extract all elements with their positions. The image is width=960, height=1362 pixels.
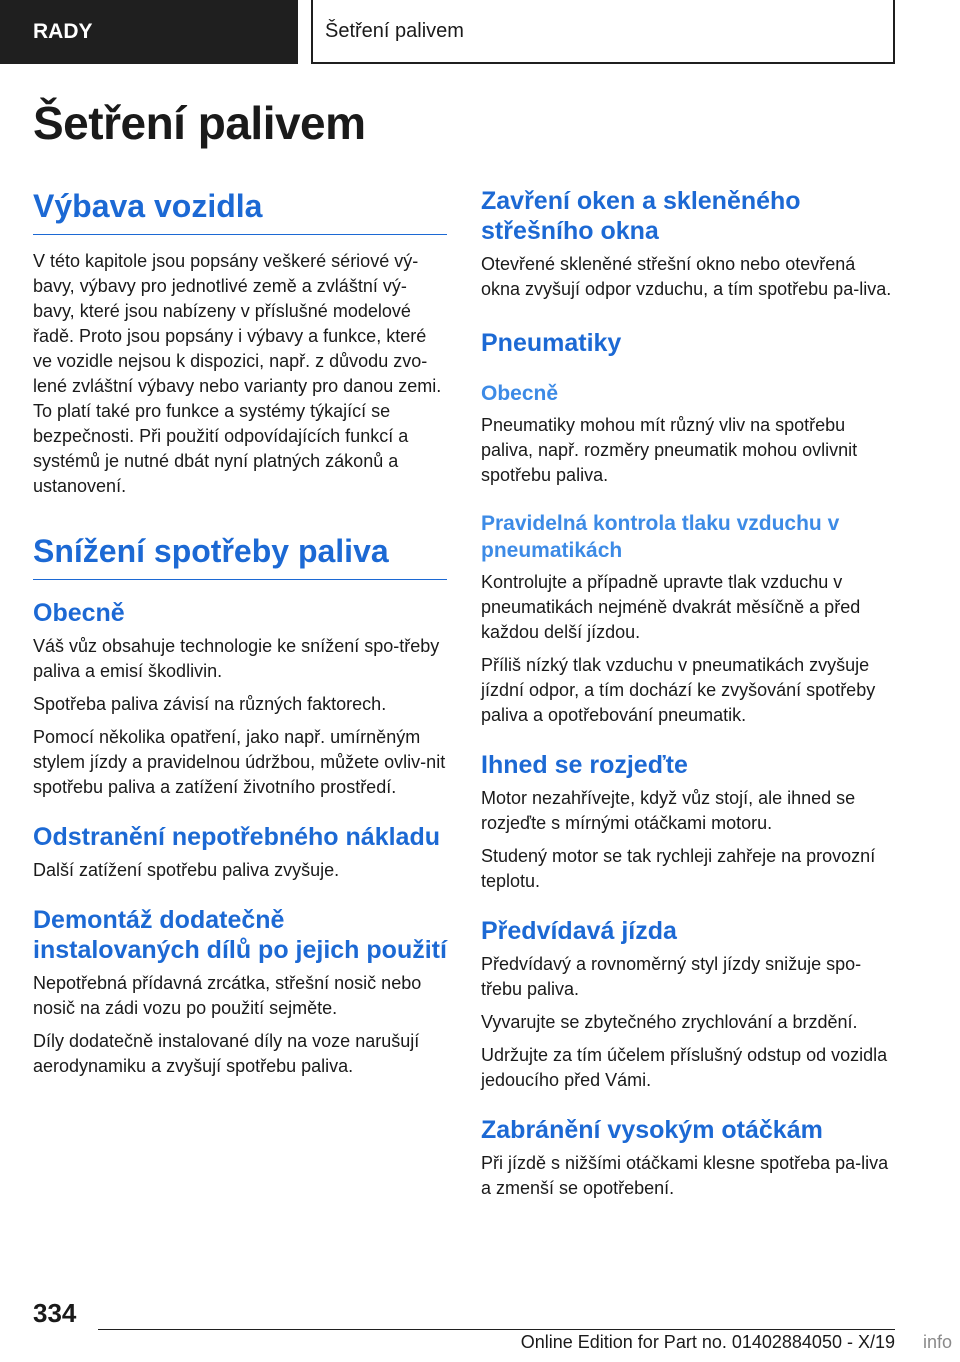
page-title: Šetření palivem bbox=[33, 97, 366, 149]
right-column bbox=[481, 186, 899, 1209]
heading-snizeni-spotreby: Snížení spotřeby paliva bbox=[33, 531, 447, 580]
paragraph-rozjed-2: Studený motor se tak rychleji zahřeje na provozní teplotu. bbox=[481, 846, 876, 891]
paragraph-naklad-1: Další zatížení spotřebu paliva zvyšuje. bbox=[33, 860, 340, 880]
heading-pneumatiky-obecne: Obecně bbox=[481, 382, 559, 405]
left-column bbox=[33, 186, 447, 1087]
paragraph-demontaz-1: Nepotřebná přídavná zrcátka, střešní nosič nebo nosič na zádi vozu po použití sejměte. bbox=[33, 973, 422, 1018]
heading-obecne: Obecně bbox=[33, 599, 125, 627]
paragraph-obecne-2: Spotřeba paliva závisí na různých faktorech. bbox=[33, 694, 387, 714]
footer-divider bbox=[98, 1329, 895, 1330]
paragraph-vybava: V této kapitole jsou popsány veškeré sériové vý‐bavy, výbavy pro jednotlivé země a zvláštní vý‐bavy, které jsou nabízeny v příslušné modelové řadě. Proto jsou popsány i výbavy a funkce, které ve vozidle nejsou k dispozici, např. z důvodu zvo‐lené zvláštní výbavy nebo varianty pro danou zemi. To platí také pro funkce a systémy týkající se bezpečnosti. Při použití odpovídajících funkcí a systémů je nutné dbát nyní platných zákonů a ustanovení. bbox=[33, 251, 442, 496]
heading-demontaz-dilu: Demontáž dodatečně instalovaných dílů po jejich použití bbox=[33, 906, 447, 964]
edition-note: Online Edition for Part no. 01402884050 - X/19 bbox=[520, 1332, 895, 1352]
paragraph-obecne-1: Váš vůz obsahuje technologie ke snížení spo‐třeby paliva a emisí škodlivin. bbox=[33, 636, 440, 681]
page-header bbox=[0, 0, 960, 66]
heading-predvidava-jizda: Předvídavá jízda bbox=[481, 917, 677, 945]
heading-kontrola-tlaku: Pravidelná kontrola tlaku vzduchu v pneumatikách bbox=[481, 512, 840, 562]
paragraph-otacky-1: Při jízdě s nižšími otáčkami klesne spotřeba pa‐liva a zmenší se opotřebení. bbox=[481, 1153, 889, 1198]
chapter-tab: Šetření palivem bbox=[311, 0, 895, 64]
paragraph-tlak-2: Příliš nízký tlak vzduchu v pneumatikách zvyšuje jízdní odpor, a tím dochází ke zvyšování spotřeby paliva a opotřebování pneumatik. bbox=[481, 655, 876, 725]
heading-zavreni-oken: Zavření oken a skleněného střešního okna bbox=[481, 187, 801, 245]
paragraph-demontaz-2: Díly dodatečně instalované díly na voze narušují aerodynamiku a zvyšují spotřebu paliva. bbox=[33, 1031, 420, 1076]
watermark-text: info bbox=[922, 1332, 952, 1352]
paragraph-predvidava-1: Předvídavý a rovnoměrný styl jízdy snižuje spo‐třebu paliva. bbox=[481, 954, 862, 999]
heading-ihned-se-rozjedte: Ihned se rozjeďte bbox=[481, 751, 688, 779]
section-tab: RADY bbox=[0, 0, 298, 64]
paragraph-rozjed-1: Motor nezahřívejte, když vůz stojí, ale ihned se rozjeďte s mírnými otáčkami motoru. bbox=[481, 788, 856, 833]
heading-odstraneni-nakladu: Odstranění nepotřebného nákladu bbox=[33, 823, 440, 851]
paragraph-obecne-3: Pomocí několika opatření, jako např. umírněným stylem jízdy a pravidelnou údržbou, můžete ovliv‐nit spotřebu paliva a zatížení životního prostředí. bbox=[33, 727, 446, 797]
page-number: 334 bbox=[33, 1298, 77, 1328]
paragraph-tlak-1: Kontrolujte a případně upravte tlak vzduchu v pneumatikách nejméně dvakrát měsíčně a před každou delší jízdou. bbox=[481, 572, 861, 642]
heading-vybava-vozidla: Výbava vozidla bbox=[33, 186, 447, 235]
paragraph-okna-1: Otevřené skleněné střešní okno nebo otevřená okna zvyšují odpor vzduchu, a tím spotřebu pa‐liva. bbox=[481, 254, 892, 299]
paragraph-predvidava-2: Vyvarujte se zbytečného zrychlování a brzdění. bbox=[481, 1012, 858, 1032]
paragraph-predvidava-3: Udržujte za tím účelem příslušný odstup od vozidla jedoucího před Vámi. bbox=[481, 1045, 888, 1090]
heading-pneumatiky: Pneumatiky bbox=[481, 329, 622, 357]
paragraph-pneumatiky-obecne: Pneumatiky mohou mít různý vliv na spotřebu paliva, např. rozměry pneumatik mohou ovlivnit spotřebu paliva. bbox=[481, 415, 858, 485]
heading-zabraneni-otackam: Zabránění vysokým otáčkám bbox=[481, 1116, 823, 1144]
